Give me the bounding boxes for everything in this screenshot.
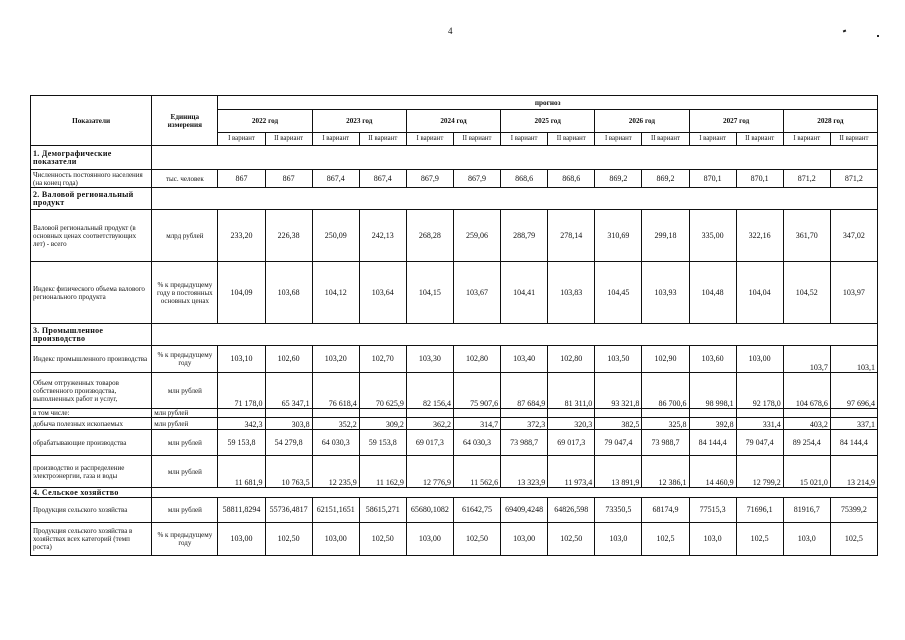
value-cell: 867,4 xyxy=(359,170,406,188)
table-row xyxy=(31,262,878,324)
value-cell: 869,2 xyxy=(642,170,689,188)
value-cell: 259,06 xyxy=(453,210,500,262)
value-cell: 103,0 xyxy=(783,523,830,556)
header-variant2: II вариант xyxy=(359,133,406,146)
value-cell: 93 321,8 xyxy=(595,373,642,409)
indicator-name: Продукция сельского хозяйства в хозяйствах всех категорий (темп роста) xyxy=(31,523,152,556)
value-cell: 64 030,3 xyxy=(312,430,359,456)
value-cell: 11 681,9 xyxy=(218,456,265,488)
header-year: 2023 год xyxy=(312,110,406,133)
table-row xyxy=(31,430,878,456)
value-cell: 102,80 xyxy=(548,346,595,373)
header-variant2: II вариант xyxy=(830,133,877,146)
value-cell: 103,1 xyxy=(830,346,877,373)
value-cell: 13 891,9 xyxy=(595,456,642,488)
value-cell: 868,6 xyxy=(548,170,595,188)
indicator-unit: % к предыдущему году xyxy=(152,346,218,373)
value-cell: 86 700,6 xyxy=(642,373,689,409)
indicator-name: Численность постоянного населения (на конец года) xyxy=(31,170,152,188)
value-cell: 288,79 xyxy=(501,210,548,262)
value-cell: 69409,4248 xyxy=(501,498,548,523)
value-cell xyxy=(595,409,642,418)
forecast-table xyxy=(30,95,878,556)
value-cell: 102,90 xyxy=(642,346,689,373)
value-cell xyxy=(689,409,736,418)
value-cell: 226,38 xyxy=(265,210,312,262)
value-cell: 303,8 xyxy=(265,418,312,430)
indicator-unit: млн рублей xyxy=(152,373,218,409)
value-cell: 84 144,4 xyxy=(830,430,877,456)
value-cell: 361,70 xyxy=(783,210,830,262)
value-cell: 310,69 xyxy=(595,210,642,262)
value-cell: 79 047,4 xyxy=(736,430,783,456)
table-row xyxy=(31,373,878,409)
value-cell: 12 799,2 xyxy=(736,456,783,488)
value-cell: 103,20 xyxy=(312,346,359,373)
section-title: 2. Валовой региональный продукт xyxy=(31,188,152,210)
value-cell xyxy=(406,409,453,418)
value-cell: 64 030,3 xyxy=(453,430,500,456)
value-cell: 320,3 xyxy=(548,418,595,430)
indicator-unit: млн рублей xyxy=(152,456,218,488)
value-cell: 84 144,4 xyxy=(689,430,736,456)
section-title: 4. Сельское хозяйство xyxy=(31,488,152,498)
value-cell: 867,4 xyxy=(312,170,359,188)
header-unit: Единица измерения xyxy=(152,96,218,146)
value-cell: 69 017,3 xyxy=(548,430,595,456)
section-row xyxy=(31,324,878,346)
value-cell: 870,1 xyxy=(689,170,736,188)
value-cell: 92 178,0 xyxy=(736,373,783,409)
value-cell: 13 214,9 xyxy=(830,456,877,488)
value-cell xyxy=(218,409,265,418)
header-indicators: Показатели xyxy=(31,96,152,146)
header-variant2: II вариант xyxy=(265,133,312,146)
indicator-unit: млн рублей xyxy=(152,430,218,456)
value-cell: 89 254,4 xyxy=(783,430,830,456)
value-cell xyxy=(359,409,406,418)
value-cell: 103,00 xyxy=(218,523,265,556)
value-cell: 75399,2 xyxy=(830,498,877,523)
value-cell: 867,9 xyxy=(406,170,453,188)
value-cell: 403,2 xyxy=(783,418,830,430)
header-year: 2024 год xyxy=(406,110,500,133)
value-cell: 331,4 xyxy=(736,418,783,430)
value-cell: 87 684,9 xyxy=(501,373,548,409)
value-cell: 81916,7 xyxy=(783,498,830,523)
value-cell: 102,5 xyxy=(736,523,783,556)
value-cell: 103,0 xyxy=(595,523,642,556)
value-cell: 242,13 xyxy=(359,210,406,262)
value-cell: 55736,4817 xyxy=(265,498,312,523)
value-cell: 11 562,6 xyxy=(453,456,500,488)
indicator-unit: тыс. человек xyxy=(152,170,218,188)
value-cell: 98 998,1 xyxy=(689,373,736,409)
value-cell: 871,2 xyxy=(783,170,830,188)
value-cell: 102,5 xyxy=(642,523,689,556)
section-row xyxy=(31,488,878,498)
value-cell: 14 460,9 xyxy=(689,456,736,488)
table-row xyxy=(31,523,878,556)
value-cell: 102,50 xyxy=(359,523,406,556)
indicator-unit: % к предыдущему году в постоянных основных ценах xyxy=(152,262,218,324)
value-cell: 103,83 xyxy=(548,262,595,324)
table-row xyxy=(31,210,878,262)
section-filler xyxy=(152,324,878,346)
value-cell: 58811,8294 xyxy=(218,498,265,523)
value-cell: 103,00 xyxy=(312,523,359,556)
value-cell: 71 178,0 xyxy=(218,373,265,409)
value-cell: 268,28 xyxy=(406,210,453,262)
header-variant2: II вариант xyxy=(453,133,500,146)
value-cell: 299,18 xyxy=(642,210,689,262)
value-cell: 71696,1 xyxy=(736,498,783,523)
value-cell: 342,3 xyxy=(218,418,265,430)
indicator-name: Валовой региональный продукт (в основных ценах соответствующих лет) - всего xyxy=(31,210,152,262)
indicator-name: производство и распределение электроэнергии, газа и воды xyxy=(31,456,152,488)
value-cell: 104,09 xyxy=(218,262,265,324)
value-cell: 103,30 xyxy=(406,346,453,373)
value-cell: 867,9 xyxy=(453,170,500,188)
value-cell xyxy=(501,409,548,418)
value-cell: 104 678,6 xyxy=(783,373,830,409)
value-cell: 104,41 xyxy=(501,262,548,324)
value-cell: 69 017,3 xyxy=(406,430,453,456)
value-cell: 867 xyxy=(265,170,312,188)
indicator-unit: млн рублей xyxy=(152,418,218,430)
indicator-name: обрабатывающие производства xyxy=(31,430,152,456)
value-cell: 352,2 xyxy=(312,418,359,430)
value-cell: 337,1 xyxy=(830,418,877,430)
table-row xyxy=(31,170,878,188)
value-cell: 104,48 xyxy=(689,262,736,324)
value-cell: 58615,271 xyxy=(359,498,406,523)
value-cell: 79 047,4 xyxy=(595,430,642,456)
table-row xyxy=(31,498,878,523)
value-cell: 314,7 xyxy=(453,418,500,430)
value-cell: 103,00 xyxy=(501,523,548,556)
header-variant2: II вариант xyxy=(642,133,689,146)
section-row xyxy=(31,146,878,170)
value-cell: 103,40 xyxy=(501,346,548,373)
value-cell: 103,64 xyxy=(359,262,406,324)
value-cell: 392,8 xyxy=(689,418,736,430)
header-variant1: I вариант xyxy=(501,133,548,146)
table-row xyxy=(31,456,878,488)
value-cell: 102,5 xyxy=(830,523,877,556)
value-cell: 103,93 xyxy=(642,262,689,324)
value-cell: 103,67 xyxy=(453,262,500,324)
value-cell: 103,50 xyxy=(595,346,642,373)
section-filler xyxy=(152,188,878,210)
value-cell: 77515,3 xyxy=(689,498,736,523)
header-year: 2025 год xyxy=(501,110,595,133)
value-cell xyxy=(312,409,359,418)
value-cell: 102,70 xyxy=(359,346,406,373)
value-cell: 104,15 xyxy=(406,262,453,324)
section-filler xyxy=(152,488,878,498)
header-year: 2022 год xyxy=(218,110,312,133)
header-year: 2027 год xyxy=(689,110,783,133)
value-cell: 104,52 xyxy=(783,262,830,324)
value-cell: 11 973,4 xyxy=(548,456,595,488)
value-cell: 322,16 xyxy=(736,210,783,262)
header-variant1: I вариант xyxy=(595,133,642,146)
value-cell: 309,2 xyxy=(359,418,406,430)
value-cell: 867 xyxy=(218,170,265,188)
value-cell: 103,68 xyxy=(265,262,312,324)
header-variant1: I вариант xyxy=(312,133,359,146)
value-cell: 103,00 xyxy=(406,523,453,556)
header-variant1: I вариант xyxy=(406,133,453,146)
value-cell: 870,1 xyxy=(736,170,783,188)
value-cell: 102,50 xyxy=(453,523,500,556)
scan-speck xyxy=(843,30,847,33)
header-year: 2026 год xyxy=(595,110,689,133)
value-cell xyxy=(830,409,877,418)
indicator-name: Объем отгруженных товаров собственного производства, выполненных работ и услуг, xyxy=(31,373,152,409)
value-cell: 104,12 xyxy=(312,262,359,324)
value-cell: 15 021,0 xyxy=(783,456,830,488)
value-cell: 278,14 xyxy=(548,210,595,262)
value-cell: 73 988,7 xyxy=(501,430,548,456)
indicator-name: Индекс промышленного производства xyxy=(31,346,152,373)
value-cell: 76 618,4 xyxy=(312,373,359,409)
value-cell: 54 279,8 xyxy=(265,430,312,456)
value-cell: 73350,5 xyxy=(595,498,642,523)
value-cell: 12 235,9 xyxy=(312,456,359,488)
indicator-name: добыча полезных ископаемых xyxy=(31,418,152,430)
value-cell: 13 323,9 xyxy=(501,456,548,488)
value-cell: 59 153,8 xyxy=(359,430,406,456)
header-variant2: II вариант xyxy=(548,133,595,146)
value-cell xyxy=(453,409,500,418)
value-cell: 233,20 xyxy=(218,210,265,262)
indicator-unit: % к предыдущему году xyxy=(152,523,218,556)
value-cell: 103,00 xyxy=(736,346,783,373)
value-cell: 68174,9 xyxy=(642,498,689,523)
value-cell: 81 311,0 xyxy=(548,373,595,409)
value-cell: 10 763,5 xyxy=(265,456,312,488)
value-cell xyxy=(265,409,312,418)
value-cell xyxy=(642,409,689,418)
value-cell: 70 625,9 xyxy=(359,373,406,409)
value-cell: 103,97 xyxy=(830,262,877,324)
page-number: 4 xyxy=(448,26,453,36)
indicator-name: Продукция сельского хозяйства xyxy=(31,498,152,523)
value-cell: 64826,598 xyxy=(548,498,595,523)
header-forecast: прогноз xyxy=(218,96,878,110)
value-cell: 102,80 xyxy=(453,346,500,373)
section-title: 1. Демографические показатели xyxy=(31,146,152,170)
header-year: 2028 год xyxy=(783,110,877,133)
section-row xyxy=(31,188,878,210)
section-title: 3. Промышленное производство xyxy=(31,324,152,346)
value-cell: 97 696,4 xyxy=(830,373,877,409)
value-cell: 869,2 xyxy=(595,170,642,188)
header-variant1: I вариант xyxy=(689,133,736,146)
value-cell: 75 907,6 xyxy=(453,373,500,409)
value-cell: 12 386,1 xyxy=(642,456,689,488)
table-row xyxy=(31,418,878,430)
indicator-unit: млн рублей xyxy=(152,409,218,418)
value-cell: 325,8 xyxy=(642,418,689,430)
header-variant1: I вариант xyxy=(783,133,830,146)
value-cell: 382,5 xyxy=(595,418,642,430)
value-cell: 103,0 xyxy=(689,523,736,556)
value-cell: 871,2 xyxy=(830,170,877,188)
value-cell: 65680,1082 xyxy=(406,498,453,523)
header-variant1: I вариант xyxy=(218,133,265,146)
table-row xyxy=(31,409,878,418)
indicator-name: Индекс физического объема валового регионального продукта xyxy=(31,262,152,324)
value-cell: 59 153,8 xyxy=(218,430,265,456)
value-cell: 82 156,4 xyxy=(406,373,453,409)
indicator-unit: млрд рублей xyxy=(152,210,218,262)
value-cell: 347,02 xyxy=(830,210,877,262)
value-cell: 62151,1651 xyxy=(312,498,359,523)
section-filler xyxy=(152,146,878,170)
value-cell: 104,45 xyxy=(595,262,642,324)
value-cell: 868,6 xyxy=(501,170,548,188)
value-cell xyxy=(783,409,830,418)
value-cell: 335,00 xyxy=(689,210,736,262)
header-variant2: II вариант xyxy=(736,133,783,146)
value-cell: 11 162,9 xyxy=(359,456,406,488)
value-cell: 103,10 xyxy=(218,346,265,373)
value-cell: 372,3 xyxy=(501,418,548,430)
value-cell: 61642,75 xyxy=(453,498,500,523)
table-row xyxy=(31,346,878,373)
value-cell: 103,7 xyxy=(783,346,830,373)
value-cell: 362,2 xyxy=(406,418,453,430)
value-cell: 65 347,1 xyxy=(265,373,312,409)
value-cell: 73 988,7 xyxy=(642,430,689,456)
value-cell xyxy=(548,409,595,418)
value-cell xyxy=(736,409,783,418)
value-cell: 104,04 xyxy=(736,262,783,324)
value-cell: 103,60 xyxy=(689,346,736,373)
value-cell: 250,09 xyxy=(312,210,359,262)
value-cell: 102,50 xyxy=(548,523,595,556)
indicator-name: в том числе: xyxy=(31,409,152,418)
value-cell: 102,60 xyxy=(265,346,312,373)
scan-speck xyxy=(877,35,879,37)
value-cell: 102,50 xyxy=(265,523,312,556)
value-cell: 12 776,9 xyxy=(406,456,453,488)
indicator-unit: млн рублей xyxy=(152,498,218,523)
